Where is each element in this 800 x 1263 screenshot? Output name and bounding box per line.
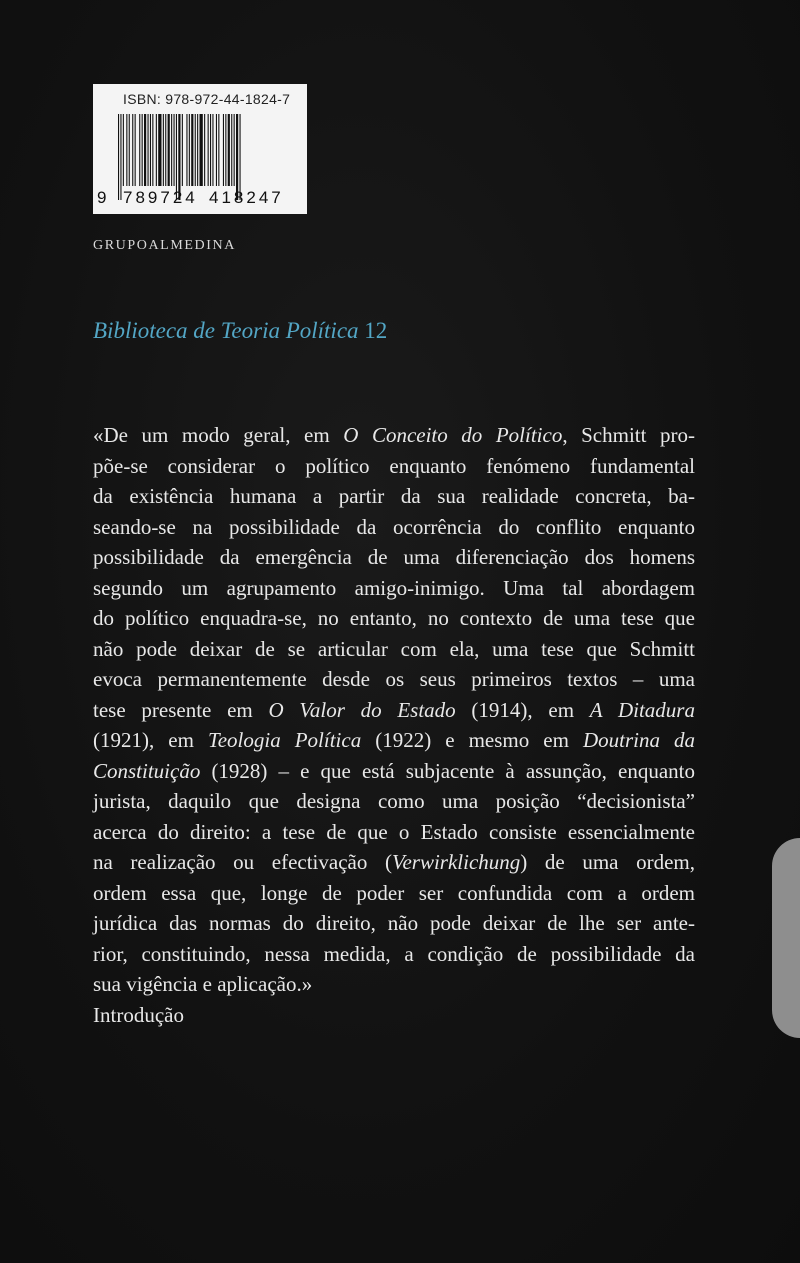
blurb-quote [93, 420, 695, 1030]
barcode-bar [156, 114, 157, 186]
blurb-line: tese presente em O Valor do Estado (1914), em A Ditadura [93, 697, 695, 722]
barcode-bar [225, 114, 226, 186]
barcode-bar [142, 114, 143, 186]
barcode-bar [118, 114, 119, 200]
barcode-bar [189, 114, 190, 186]
italic-title: Doutrina da [582, 728, 695, 752]
barcode-bar [212, 114, 213, 186]
barcode-bar [210, 114, 211, 186]
barcode-bar [152, 114, 153, 186]
barcode-bar [204, 114, 205, 186]
blurb-line: segundo um agrupamento amigo-inimigo. Uma tal abordagem [93, 575, 695, 600]
barcode-bar [165, 114, 166, 186]
blurb-line: ordem essa que, longe de poder ser confundida com a ordem [93, 880, 695, 905]
blurb-line: evoca permanentemente desde os seus primeiros textos – uma [93, 667, 695, 691]
italic-title: O Conceito do Político [343, 423, 563, 447]
slipcase-tab [772, 838, 800, 1038]
barcode-bar [129, 114, 130, 186]
barcode-bar [216, 114, 217, 186]
barcode-bar [223, 114, 224, 186]
publisher-name: GRUPOALMEDINA [93, 238, 236, 253]
barcode-digits-left: 789724 [123, 188, 198, 207]
barcode-sticker [93, 84, 307, 214]
barcode-bar [228, 114, 230, 186]
italic-title: A Ditadura [589, 697, 695, 722]
blurb-line: rior, constituindo, nessa medida, a condição de possibilidade da [93, 941, 695, 966]
barcode-bar [144, 114, 146, 186]
blurb-line: põe-se considerar o político enquanto fenómeno fundamental [93, 453, 695, 478]
blurb-line: na realização ou efectivação (Verwirklichung) de uma ordem, [93, 850, 695, 874]
blurb-line: possibilidade da emergência de uma diferenciação dos homens [93, 545, 695, 569]
blurb-line: acerca do direito: a tese de que o Estado consiste essencialmente [93, 819, 695, 844]
barcode-bar [195, 114, 196, 186]
blurb-line: seando-se na possibilidade da ocorrência do conflito enquanto [93, 514, 695, 539]
series-name: Biblioteca de Teoria Política [93, 318, 359, 343]
barcode-bar [135, 114, 136, 186]
italic-title: Verwirklichung [391, 850, 521, 874]
italic-title: Teologia Política [207, 728, 362, 752]
barcode-bar [218, 114, 219, 186]
blurb-attribution: Introdução [93, 1002, 184, 1027]
italic-title: O Valor do Estado [268, 697, 456, 722]
barcode-digit-first: 9 [97, 188, 107, 207]
barcode-bar [182, 114, 183, 186]
barcode-bar [208, 114, 209, 186]
barcode-bar [200, 114, 203, 186]
barcode-bar [171, 114, 172, 186]
barcode-bar [150, 114, 151, 186]
blurb-line: (1921), em Teologia Política (1922) e mesmo em Doutrina da [93, 728, 695, 752]
barcode-bar [132, 114, 133, 186]
barcode-bar [186, 114, 187, 186]
barcode-bar [197, 114, 198, 186]
blurb-line: Constituição (1928) – e que está subjacente à assunção, enquanto [93, 758, 695, 783]
barcode-bar [234, 114, 235, 186]
barcode-digits-right: 418247 [209, 188, 284, 207]
blurb-line: sua vigência e aplicação.» [93, 972, 313, 996]
barcode-bar [158, 114, 161, 186]
barcode-bar [163, 114, 164, 186]
blurb-line: jurídica das normas do direito, não pode deixar de lhe ser ante- [93, 911, 695, 935]
blurb-line: jurista, daquilo que designa como uma posição “decisionista” [93, 789, 695, 813]
barcode-bar [139, 114, 140, 186]
barcode-bar [174, 114, 175, 186]
blurb-line: da existência humana a partir da sua realidade concreta, ba- [93, 484, 695, 508]
barcode-bar [148, 114, 149, 186]
series-title [93, 318, 387, 344]
barcode-bar [126, 114, 127, 186]
blurb-line: não pode deixar de se articular com ela, uma tese que Schmitt [93, 636, 695, 661]
blurb-line: «De um modo geral, em O Conceito do Político, Schmitt pro- [93, 423, 695, 447]
barcode-bar [231, 114, 232, 186]
isbn-label: ISBN: 978-972-44-1824-7 [123, 91, 291, 107]
barcode-bar [123, 114, 124, 186]
barcode-bar [120, 114, 121, 200]
blurb-line: do político enquadra-se, no entanto, no contexto de uma tese que [93, 606, 695, 630]
italic-title: Constituição [93, 758, 201, 783]
series-number: 12 [364, 318, 388, 343]
barcode-bar [168, 114, 170, 186]
barcode-bar [191, 114, 193, 186]
